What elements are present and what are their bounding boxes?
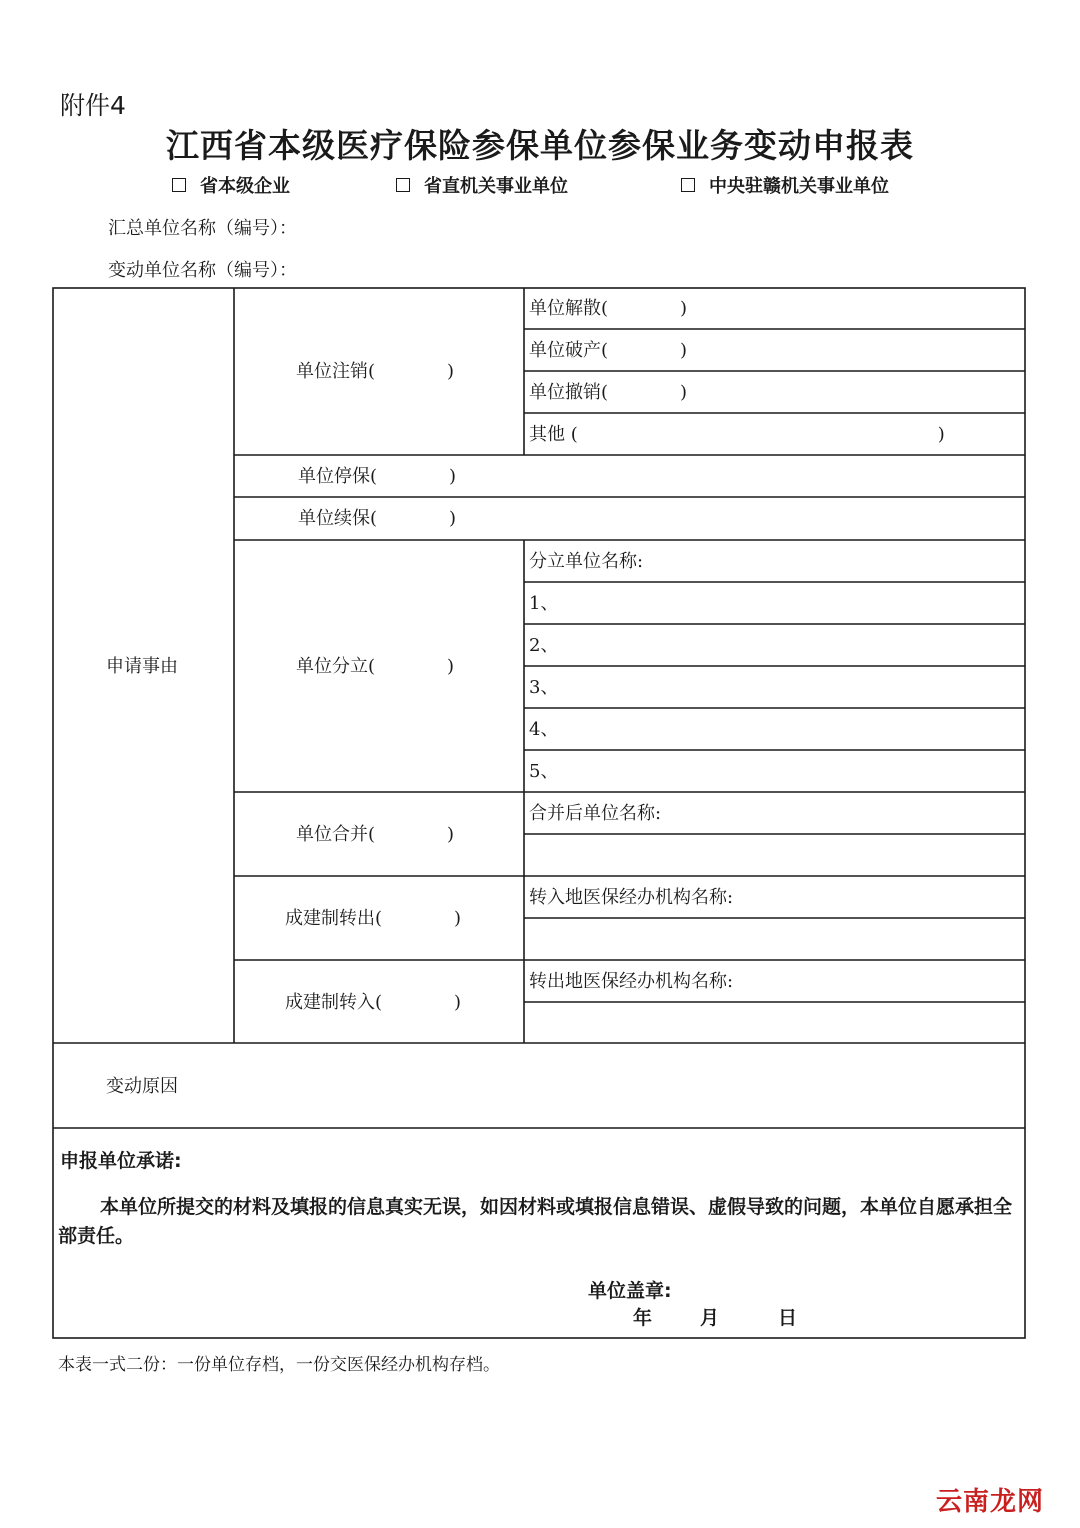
seal-label: 单位盖章: — [588, 1280, 672, 1302]
split-name-field-4[interactable]: 4、 — [529, 719, 559, 740]
split-name-field-1[interactable]: 1、 — [529, 593, 559, 614]
unit-type-label: 省本级企业 — [200, 176, 290, 197]
cancel-sub-other[interactable]: 其他 ( ) — [529, 424, 945, 445]
transfer-out-name-field[interactable] — [526, 920, 1023, 958]
reason-header: 申请事由 — [106, 656, 178, 677]
changed-unit-label: 变动单位名称（编号）： — [108, 260, 297, 281]
cancel-sub-bankrupt[interactable]: 单位破产( ) — [529, 340, 688, 361]
split-option[interactable]: 单位分立( ) — [296, 656, 455, 677]
transfer-in-option[interactable]: 成建制转入( ) — [285, 992, 462, 1013]
merge-name-field[interactable] — [526, 836, 1023, 874]
footnote: 本表一式二份：一份单位存档，一份交医保经办机构存档。 — [58, 1355, 500, 1375]
form-title: 江西省本级医疗保险参保单位参保业务变动申报表 — [166, 126, 914, 165]
split-name-header: 分立单位名称: — [529, 551, 644, 572]
summary-unit-label: 汇总单位名称（编号）： — [108, 218, 297, 239]
split-name-field-3[interactable]: 3、 — [529, 677, 559, 698]
transfer-in-name-field[interactable] — [526, 1004, 1023, 1041]
split-name-field-5[interactable]: 5、 — [529, 761, 559, 782]
unit-type-label: 中央驻赣机关事业单位 — [709, 176, 889, 197]
transfer-out-option[interactable]: 成建制转出( ) — [285, 908, 462, 929]
resume-option[interactable]: 单位续保( ) — [298, 508, 457, 529]
suspend-option[interactable]: 单位停保( ) — [298, 466, 457, 487]
change-reason-field[interactable] — [236, 1045, 1023, 1126]
date-year-label: 年 — [633, 1307, 653, 1329]
cancel-sub-dissolve[interactable]: 单位解散( ) — [529, 298, 688, 319]
transfer-out-name-header: 转入地医保经办机构名称: — [529, 887, 734, 908]
cancel-sub-revoke[interactable]: 单位撤销( ) — [529, 382, 688, 403]
merge-option[interactable]: 单位合并( ) — [296, 824, 455, 845]
pledge-body: 本单位所提交的材料及填报的信息真实无误，如因材料或填报信息错误、虚假导致的问题，本单位自愿承担全部责任。 — [58, 1196, 1013, 1247]
cancel-option[interactable]: 单位注销( ) — [296, 361, 455, 382]
split-name-field-2[interactable]: 2、 — [529, 635, 559, 656]
merge-name-header: 合并后单位名称: — [529, 803, 662, 824]
unit-type-label: 省直机关事业单位 — [424, 176, 568, 197]
attachment-label: 附件4 — [60, 91, 126, 120]
transfer-in-name-header: 转出地医保经办机构名称: — [529, 971, 734, 992]
date-month-label: 月 — [700, 1307, 720, 1329]
watermark-logo: 云南龙网 — [935, 1487, 1044, 1517]
pledge-title: 申报单位承诺: — [60, 1150, 182, 1172]
change-reason-label: 变动原因 — [106, 1076, 178, 1097]
date-day-label: 日 — [778, 1307, 798, 1329]
